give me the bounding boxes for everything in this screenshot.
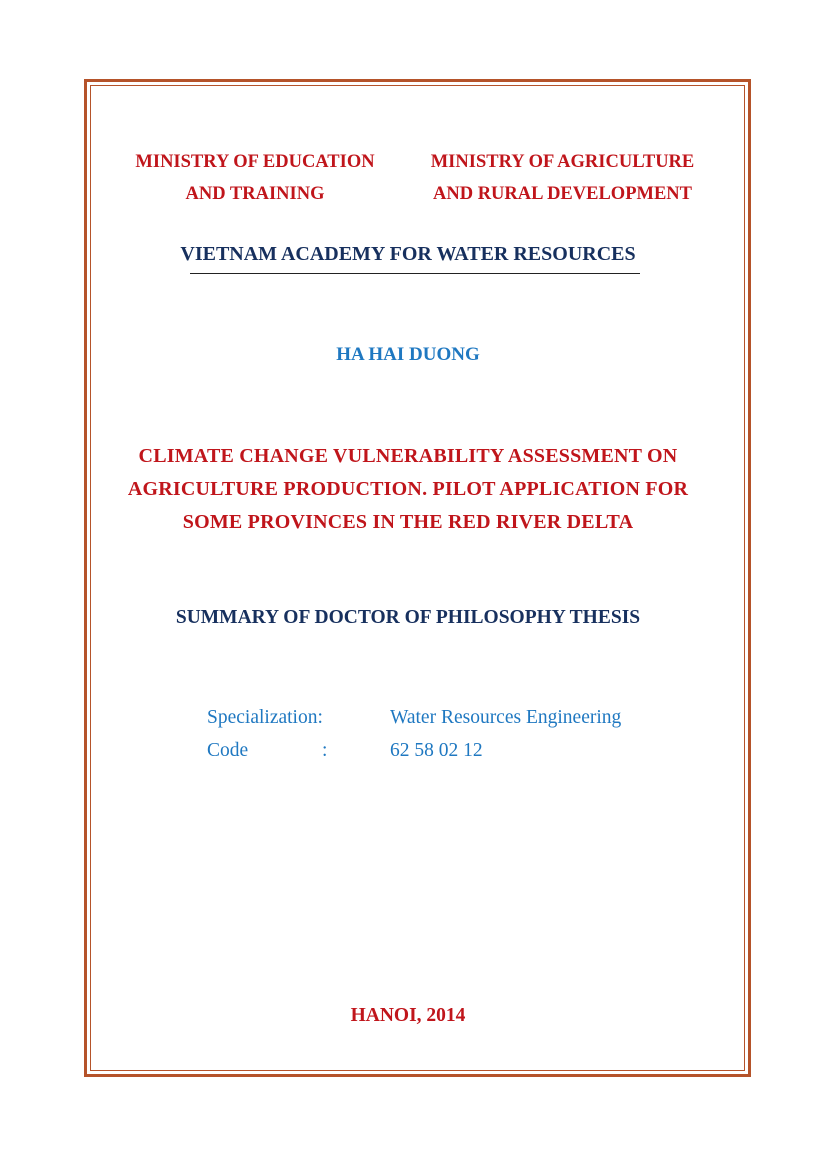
ministry-of-education xyxy=(110,146,400,210)
thesis-title xyxy=(90,440,726,539)
ministry-right-line-1: MINISTRY OF AGRICULTURE xyxy=(430,152,695,172)
author-name: HA HAI DUONG xyxy=(336,344,480,365)
code-label: Code xyxy=(207,740,249,761)
page-border-inner xyxy=(90,85,745,1071)
academy-underline xyxy=(190,273,640,274)
ministry-right-line-2: AND RURAL DEVELOPMENT xyxy=(432,184,693,204)
ministry-left-line-2: AND TRAINING xyxy=(185,184,325,204)
thesis-title-line-2: AGRICULTURE PRODUCTION. PILOT APPLICATION FOR xyxy=(127,478,689,500)
document-type: SUMMARY OF DOCTOR OF PHILOSOPHY THESIS xyxy=(175,607,641,628)
ministry-of-agriculture xyxy=(410,146,715,210)
thesis-title-line-3: SOME PROVINCES IN THE RED RIVER DELTA xyxy=(182,511,634,533)
place-and-year: HANOI, 2014 xyxy=(350,1005,466,1026)
academy-name: VIETNAM ACADEMY FOR WATER RESOURCES xyxy=(180,243,636,265)
code-value: 62 58 02 12 xyxy=(390,740,483,761)
code-colon: : xyxy=(322,740,328,761)
specialization-value: Water Resources Engineering xyxy=(390,707,622,728)
thesis-title-line-1: CLIMATE CHANGE VULNERABILITY ASSESSMENT ON xyxy=(138,445,678,467)
ministry-left-line-1: MINISTRY OF EDUCATION xyxy=(135,152,375,172)
specialization-label: Specialization: xyxy=(207,707,323,728)
